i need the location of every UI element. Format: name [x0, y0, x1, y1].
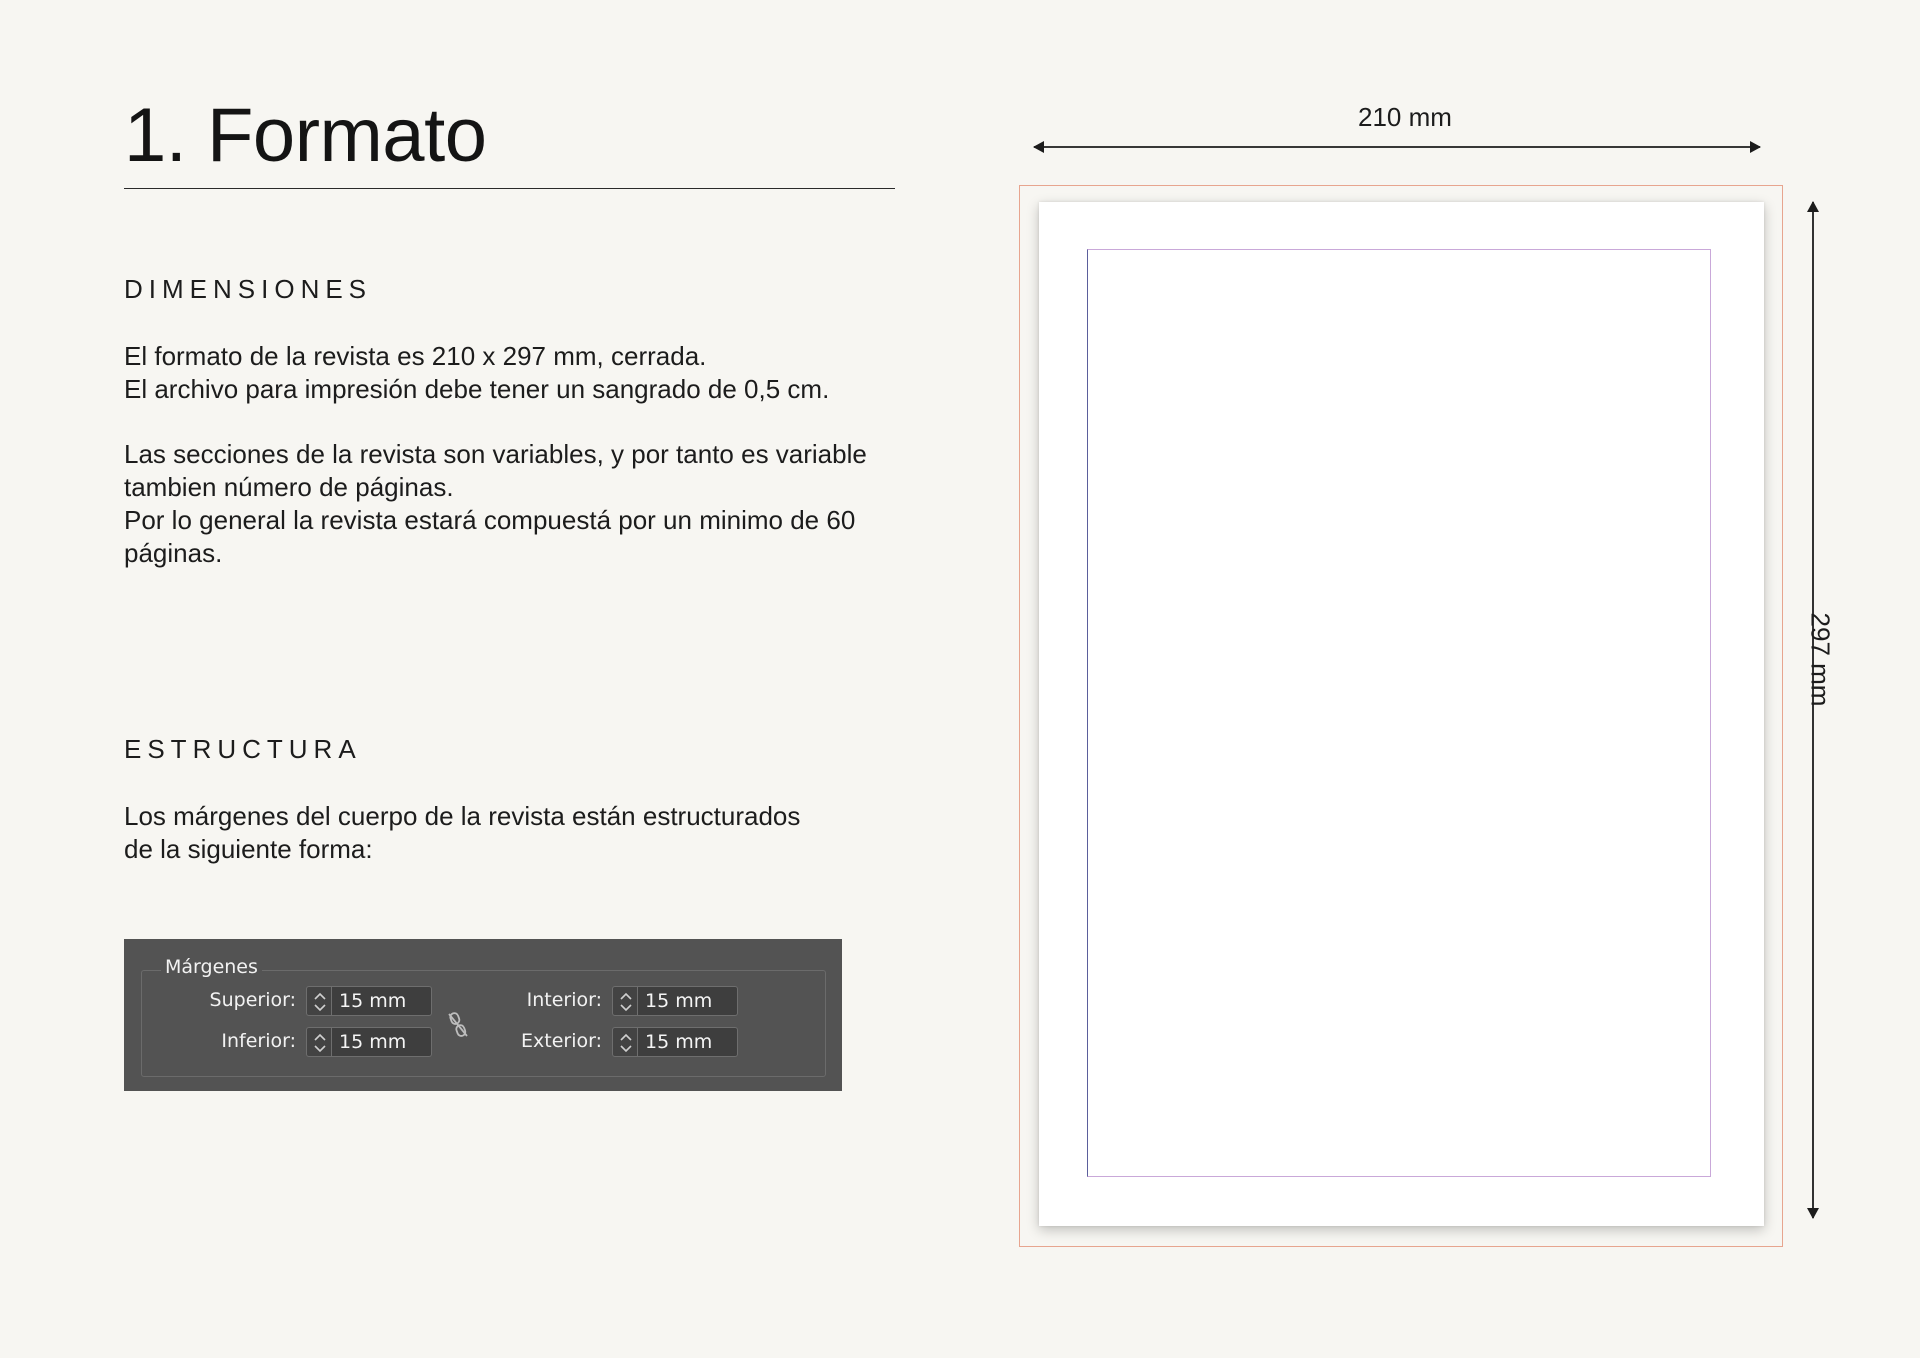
interior-input[interactable]: 15 mm	[638, 986, 738, 1016]
title-divider	[124, 188, 895, 189]
stepper-arrows-icon	[313, 991, 327, 1013]
dimensiones-heading: DIMENSIONES	[124, 274, 373, 304]
width-dimension-label: 210 mm	[1358, 102, 1452, 132]
exterior-label: Exterior:	[521, 1030, 602, 1052]
exterior-input[interactable]: 15 mm	[638, 1027, 738, 1057]
superior-input[interactable]: 15 mm	[332, 986, 432, 1016]
chain-link-broken-icon[interactable]	[446, 1011, 470, 1044]
inferior-label: Inferior:	[221, 1030, 296, 1052]
inferior-stepper[interactable]	[306, 1027, 332, 1057]
dimensiones-paragraph-2: Las secciones de la revista son variables, y por tanto es variable tambien número de páginas. Por lo general la revista estará compuestá por un minimo de 60 páginas.	[124, 439, 867, 568]
width-arrow-icon	[1030, 136, 1764, 158]
page-preview	[1039, 202, 1764, 1226]
superior-label: Superior:	[209, 989, 296, 1011]
estructura-paragraph: Los márgenes del cuerpo de la revista están estructurados de la siguiente forma:	[124, 801, 801, 864]
margin-guides	[1087, 249, 1711, 1177]
height-dimension-label: 297 mm	[1805, 612, 1836, 707]
estructura-heading: ESTRUCTURA	[124, 734, 362, 764]
inferior-input[interactable]: 15 mm	[332, 1027, 432, 1057]
interior-label: Interior:	[526, 989, 602, 1011]
exterior-stepper[interactable]	[612, 1027, 638, 1057]
stepper-arrows-icon	[619, 1032, 633, 1054]
stepper-arrows-icon	[313, 1032, 327, 1054]
margins-legend: Márgenes	[161, 956, 262, 978]
page-title: 1. Formato	[124, 93, 487, 178]
margins-panel-screenshot	[124, 939, 842, 1091]
interior-stepper[interactable]	[612, 986, 638, 1016]
superior-stepper[interactable]	[306, 986, 332, 1016]
dimensiones-paragraph-1: El formato de la revista es 210 x 297 mm, cerrada. El archivo para impresión debe tener un sangrado de 0,5 cm.	[124, 341, 830, 404]
stepper-arrows-icon	[619, 991, 633, 1013]
